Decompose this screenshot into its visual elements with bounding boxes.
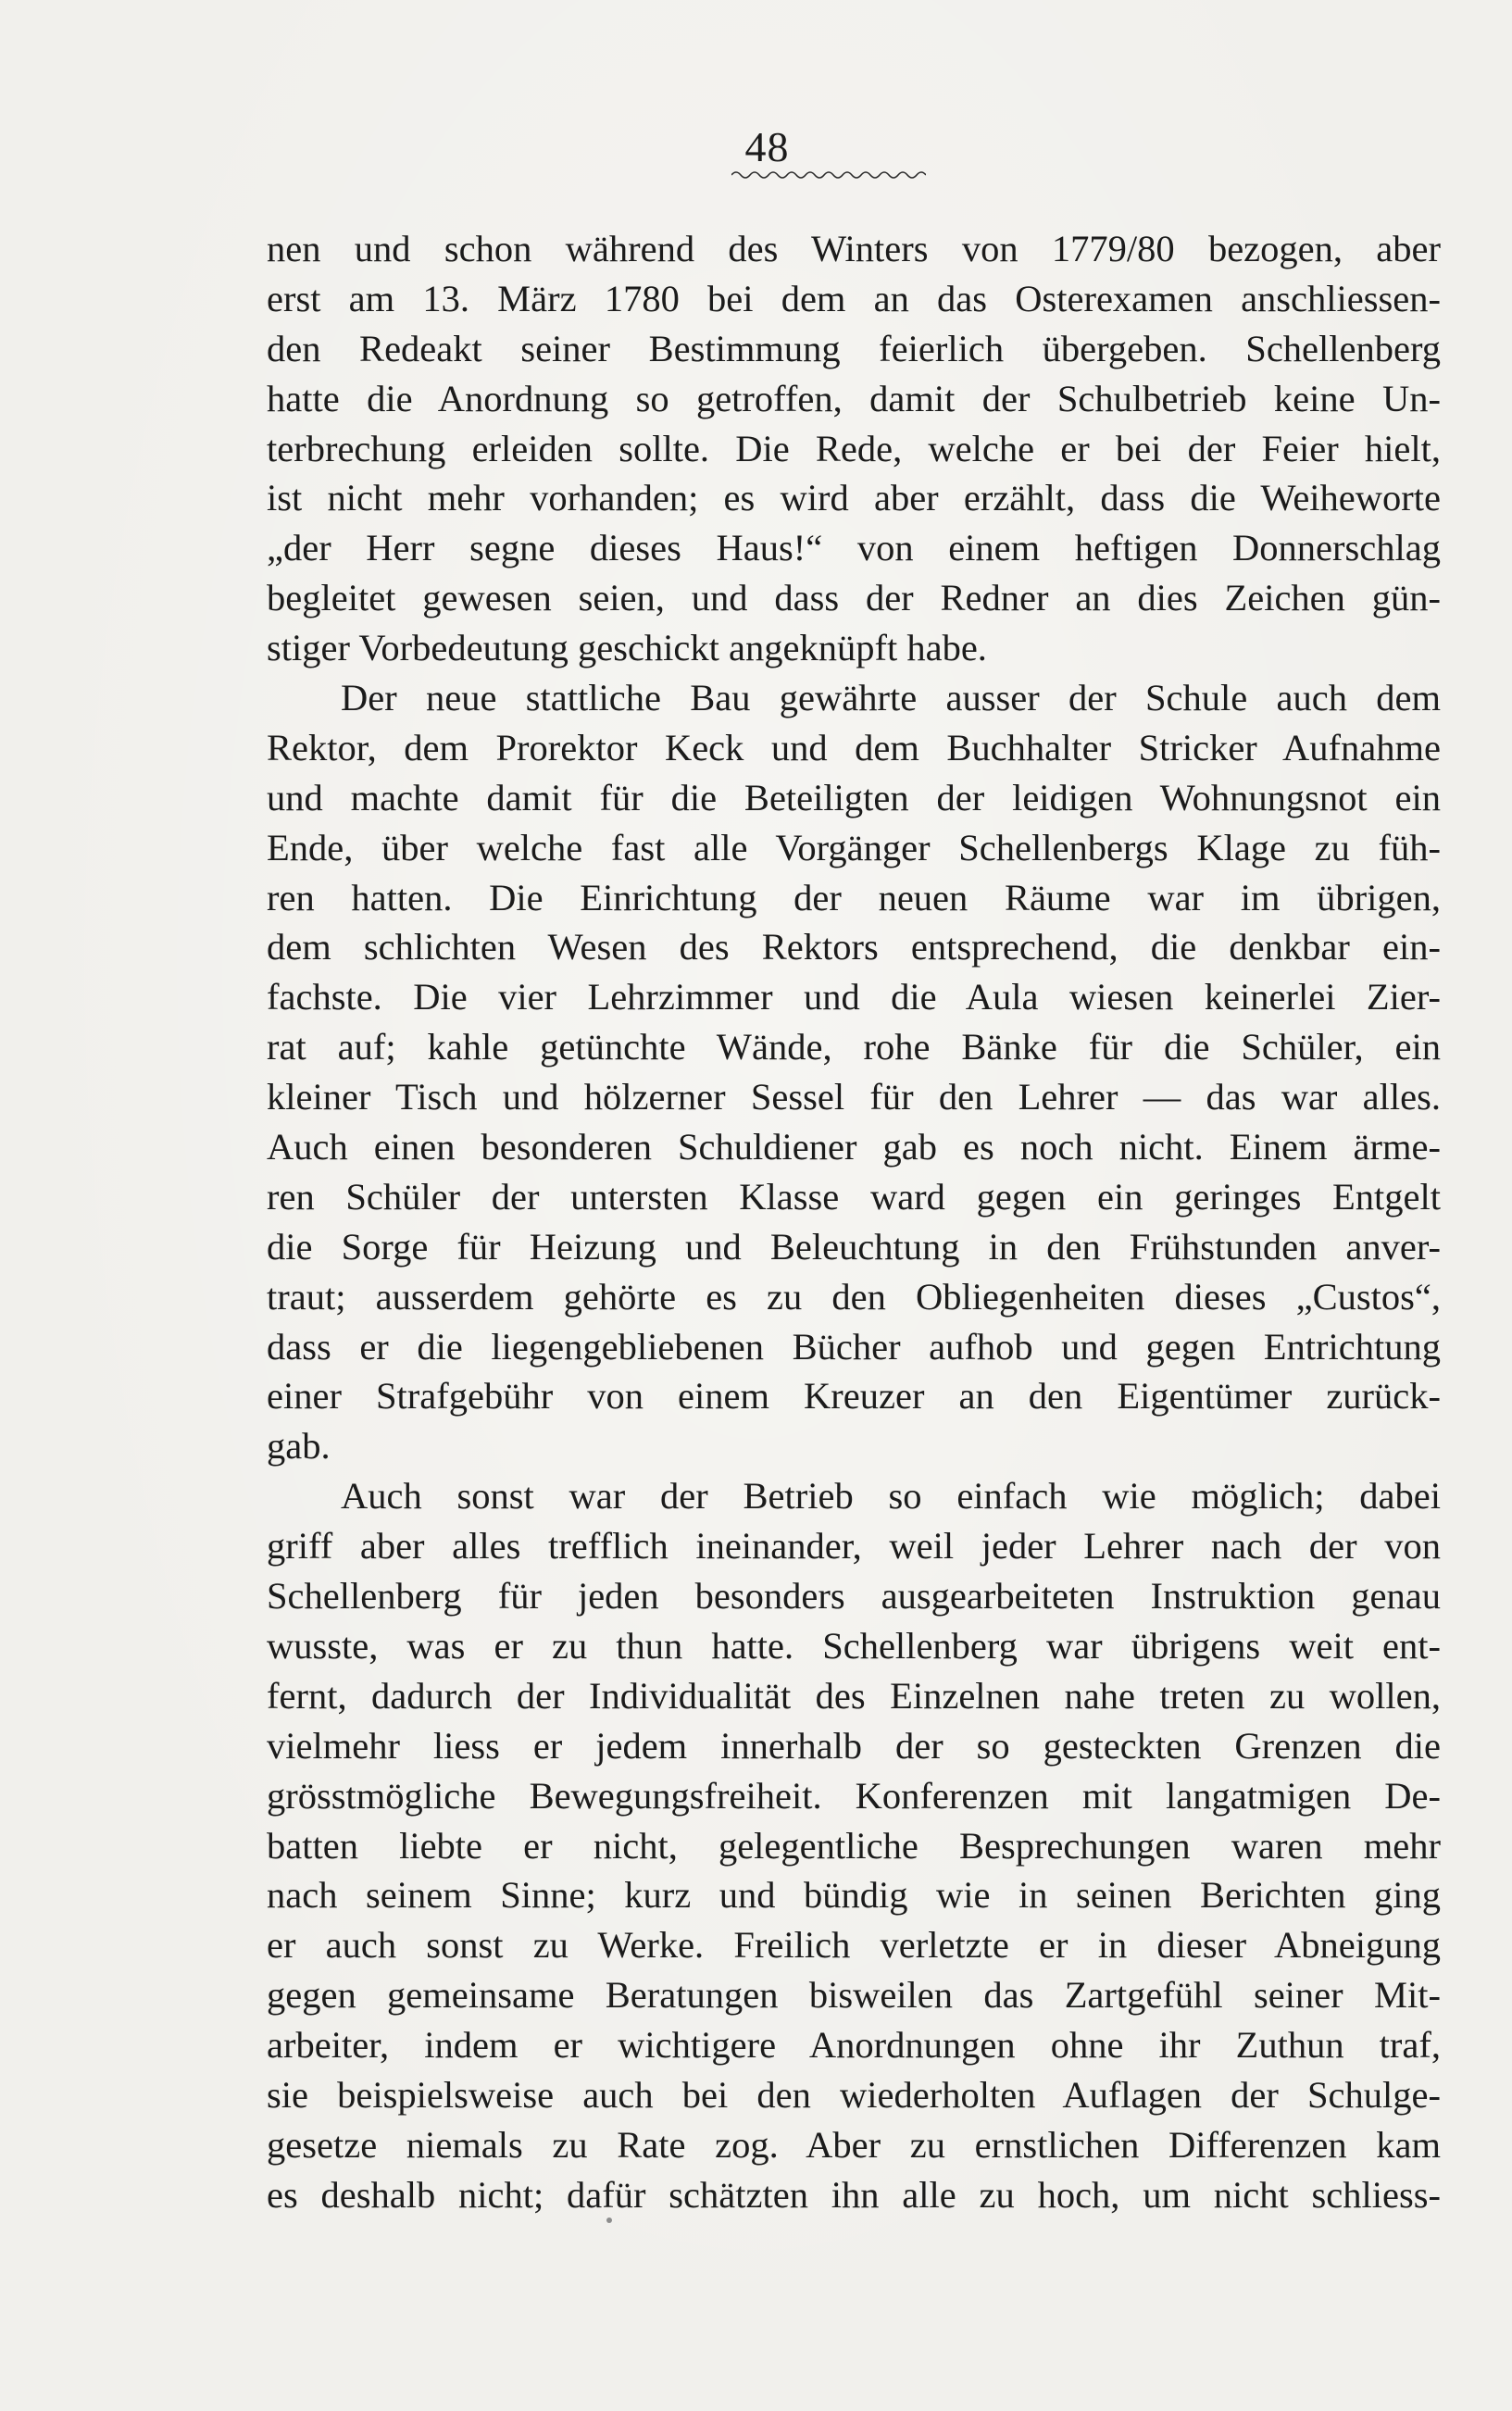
text-line: arbeiter, indem er wichtigere Anordnungen ohne ihr Zuthun traf,: [267, 2024, 1441, 2067]
text-line: „der Herr segne dieses Haus!“ von einem heftigen Donnerschlag: [267, 527, 1441, 569]
text-line: er auch sonst zu Werke. Freilich verletzte er in dieser Abneigung: [267, 1924, 1441, 1967]
wavy-ornament-icon: [731, 169, 926, 181]
text-line: sie beispielsweise auch bei den wiederholten Auflagen der Schulge-: [267, 2073, 1441, 2116]
ink-speck: [606, 2217, 612, 2223]
text-line: gesetze niemals zu Rate zog. Aber zu ernstlichen Differenzen kam: [267, 2123, 1441, 2166]
page-header: [0, 122, 1512, 171]
text-line: nen und schon während des Winters von 1779/80 bezogen, aber: [267, 228, 1441, 269]
text-line: stiger Vorbedeutung geschickt angeknüpft habe.: [267, 627, 987, 669]
text-line: erst am 13. März 1780 bei dem an das Osterexamen anschliessen-: [267, 277, 1441, 319]
text-line: Auch sonst war der Betrieb so einfach wie möglich; dabei: [341, 1475, 1441, 1518]
text-line: Auch einen besonderen Schuldiener gab es noch nicht. Einem ärme-: [267, 1126, 1441, 1168]
text-line: ist nicht mehr vorhanden; es wird aber erzählt, dass die Weiheworte: [267, 477, 1441, 519]
text-line: Der neue stattliche Bau gewährte ausser der Schule auch dem: [341, 677, 1441, 719]
text-line: fachste. Die vier Lehrzimmer und die Aula wiesen keinerlei Zier-: [267, 976, 1441, 1018]
text-line: nach seinem Sinne; kurz und bündig wie in seinen Berichten ging: [267, 1874, 1441, 1917]
text-line: vielmehr liess er jedem innerhalb der so gesteckten Grenzen die: [267, 1724, 1441, 1767]
text-line: Schellenberg für jeden besonders ausgearbeiteten Instruktion genau: [267, 1575, 1441, 1618]
text-line: ren hatten. Die Einrichtung der neuen Räume war im übrigen,: [267, 876, 1441, 918]
text-line: Ende, über welche fast alle Vorgänger Schellenbergs Klage zu füh-: [267, 826, 1441, 868]
text-line: gab.: [267, 1425, 331, 1468]
text-line: terbrechung erleiden sollte. Die Rede, welche er bei der Feier hielt,: [267, 427, 1441, 469]
text-line: fernt, dadurch der Individualität des Einzelnen nahe treten zu wollen,: [267, 1674, 1441, 1717]
text-line: und machte damit für die Beteiligten der leidigen Wohnungsnot ein: [267, 776, 1441, 818]
text-line: ren Schüler der untersten Klasse ward gegen ein geringes Entgelt: [267, 1175, 1441, 1218]
text-line: grösstmögliche Bewegungsfreiheit. Konferenzen mit langatmigen De-: [267, 1774, 1441, 1817]
text-line: gegen gemeinsame Beratungen bisweilen das Zartgefühl seiner Mit-: [267, 1974, 1441, 2017]
text-line: Rektor, dem Prorektor Keck und dem Buchhalter Stricker Aufnahme: [267, 726, 1441, 768]
text-line: traut; ausserdem gehörte es zu den Obliegenheiten dieses „Custos“,: [267, 1275, 1441, 1318]
text-line: einer Strafgebühr von einem Kreuzer an den Eigentümer zurück-: [267, 1375, 1441, 1418]
page-number: 48: [744, 123, 790, 170]
text-line: wusste, was er zu thun hatte. Schellenberg war übrigens weit ent-: [267, 1624, 1441, 1667]
body-text: [267, 224, 1441, 2220]
text-line: batten liebte er nicht, gelegentliche Besprechungen waren mehr: [267, 1824, 1441, 1867]
text-line: es deshalb nicht; dafür schätzten ihn alle zu hoch, um nicht schliess-: [267, 2173, 1441, 2216]
text-line: dem schlichten Wesen des Rektors entsprechend, die denkbar ein-: [267, 926, 1441, 968]
text-line: kleiner Tisch und hölzerner Sessel für den Lehrer — das war alles.: [267, 1076, 1441, 1118]
text-line: begleitet gewesen seien, und dass der Redner an dies Zeichen gün-: [267, 577, 1441, 619]
text-line: hatte die Anordnung so getroffen, damit der Schulbetrieb keine Un-: [267, 377, 1441, 419]
text-line: rat auf; kahle getünchte Wände, rohe Bänke für die Schüler, ein: [267, 1026, 1441, 1068]
text-line: dass er die liegengebliebenen Bücher aufhob und gegen Entrichtung: [267, 1325, 1441, 1368]
text-line: griff aber alles trefflich ineinander, weil jeder Lehrer nach der von: [267, 1525, 1441, 1568]
text-line: den Redeakt seiner Bestimmung feierlich übergeben. Schellenberg: [267, 327, 1441, 369]
text-line: die Sorge für Heizung und Beleuchtung in den Frühstunden anver-: [267, 1225, 1441, 1268]
